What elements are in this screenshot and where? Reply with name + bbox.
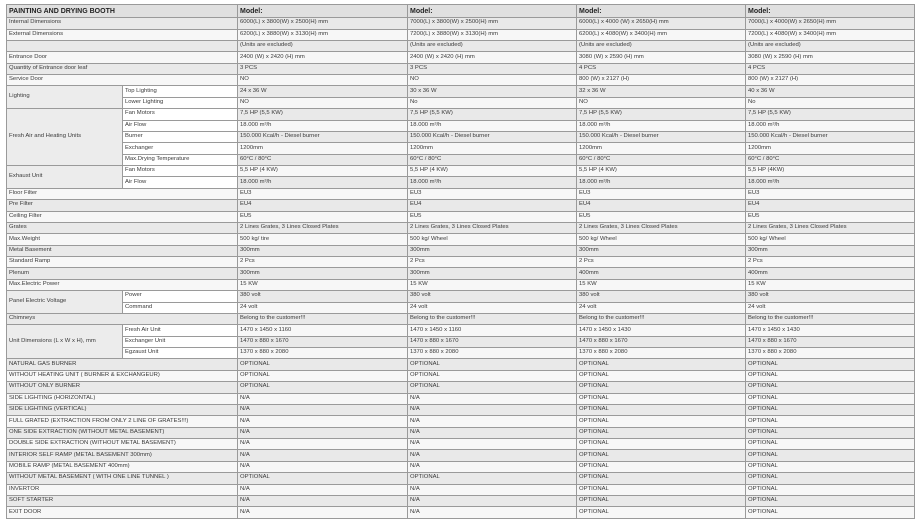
model-value-cell: EU5 bbox=[577, 211, 746, 222]
table-row bbox=[7, 109, 915, 120]
row-label: MOBILE RAMP (METAL BASEMENT 400mm) bbox=[7, 461, 238, 472]
row-sub-label: Fan Motors bbox=[123, 166, 238, 177]
model-value-cell: OPTIONAL bbox=[238, 473, 408, 484]
model-value-cell: 18.000 m³/h bbox=[577, 120, 746, 131]
table-row bbox=[7, 473, 915, 484]
model-value-cell: 5,5 HP (4KW) bbox=[746, 166, 915, 177]
model-value-cell: OPTIONAL bbox=[577, 507, 746, 519]
model-header: Model: bbox=[408, 5, 577, 18]
model-value-cell: 300mm bbox=[238, 268, 408, 279]
model-value-cell: 40 x 36 W bbox=[746, 86, 915, 97]
row-label: Service Door bbox=[7, 75, 238, 86]
model-value-cell: N/A bbox=[238, 404, 408, 415]
table-row bbox=[7, 268, 915, 279]
model-value-cell: 7200(L) x 4080(W) x 3400(H) mm bbox=[746, 29, 915, 40]
row-label: SIDE LIGHTING (HORIZONTAL) bbox=[7, 393, 238, 404]
model-value-cell: EU3 bbox=[238, 188, 408, 199]
row-label: SIDE LIGHTING (VERTICAL) bbox=[7, 404, 238, 415]
table-row bbox=[7, 75, 915, 86]
row-label: DOUBLE SIDE EXTRACTION (WITHOUT METAL BASEMENT) bbox=[7, 439, 238, 450]
model-value-cell: OPTIONAL bbox=[746, 404, 915, 415]
table-row bbox=[7, 359, 915, 370]
spec-table-body bbox=[7, 5, 915, 519]
model-value-cell: 2 Lines Grates, 3 Lines Closed Plates bbox=[577, 222, 746, 233]
model-value-cell: 18.000 m³/h bbox=[238, 177, 408, 188]
model-value-cell: N/A bbox=[408, 439, 577, 450]
row-label: Pre Filter bbox=[7, 200, 238, 211]
model-value-cell: 15 KW bbox=[746, 279, 915, 290]
model-value-cell: 800 (W) x 2127 (H) bbox=[746, 75, 915, 86]
model-value-cell: OPTIONAL bbox=[238, 382, 408, 393]
row-group-label: Lighting bbox=[7, 86, 123, 109]
model-value-cell: 500 kg/ Wheel bbox=[408, 234, 577, 245]
model-value-cell: 7,5 HP (5,5 KW) bbox=[746, 109, 915, 120]
table-row bbox=[7, 18, 915, 29]
model-value-cell: OPTIONAL bbox=[746, 427, 915, 438]
row-label: SOFT STARTER bbox=[7, 495, 238, 506]
row-sub-label: Egzaust Unit bbox=[123, 348, 238, 359]
table-row bbox=[7, 325, 915, 336]
model-value-cell: N/A bbox=[238, 484, 408, 495]
model-value-cell: 18.000 m³/h bbox=[408, 120, 577, 131]
row-label: Max.Weight bbox=[7, 234, 238, 245]
model-header: Model: bbox=[238, 5, 408, 18]
table-row bbox=[7, 177, 915, 188]
model-value-cell: 800 (W) x 2127 (H) bbox=[577, 75, 746, 86]
row-label: INTERIOR SELF RAMP (METAL BASEMENT 300mm) bbox=[7, 450, 238, 461]
model-value-cell: 1470 x 880 x 1670 bbox=[746, 336, 915, 347]
table-row bbox=[7, 40, 915, 51]
model-value-cell: 4 PCS bbox=[746, 63, 915, 74]
model-value-cell: OPTIONAL bbox=[577, 495, 746, 506]
model-value-cell: 1200mm bbox=[577, 143, 746, 154]
model-value-cell: 500 kg/ tire bbox=[238, 234, 408, 245]
model-value-cell: No bbox=[746, 97, 915, 108]
model-value-cell: 15 KW bbox=[577, 279, 746, 290]
model-value-cell: 24 volt bbox=[238, 302, 408, 313]
row-sub-label: Burner bbox=[123, 131, 238, 142]
model-value-cell: OPTIONAL bbox=[238, 370, 408, 381]
model-value-cell: 7000(L) x 4000(W) x 2650(H) mm bbox=[746, 18, 915, 29]
model-value-cell: 1200mm bbox=[746, 143, 915, 154]
model-value-cell: 2 Pcs bbox=[238, 257, 408, 268]
row-label: INVERTOR bbox=[7, 484, 238, 495]
model-value-cell: 5,5 HP (4 KW) bbox=[577, 166, 746, 177]
model-value-cell: OPTIONAL bbox=[408, 382, 577, 393]
model-value-cell: NO bbox=[238, 97, 408, 108]
table-row bbox=[7, 291, 915, 302]
table-row bbox=[7, 461, 915, 472]
model-value-cell: 1470 x 1450 x 1160 bbox=[238, 325, 408, 336]
model-value-cell: 1370 x 880 x 2080 bbox=[238, 348, 408, 359]
model-value-cell: 2 Lines Grates, 3 Lines Closed Plates bbox=[408, 222, 577, 233]
model-value-cell: 24 x 36 W bbox=[238, 86, 408, 97]
model-value-cell: EU5 bbox=[238, 211, 408, 222]
model-value-cell: 400mm bbox=[746, 268, 915, 279]
model-value-cell: 7,5 HP (5,5 KW) bbox=[238, 109, 408, 120]
row-sub-label: Top Lighting bbox=[123, 86, 238, 97]
row-label: Chimneys bbox=[7, 313, 238, 324]
model-value-cell: Belong to the customer!!! bbox=[746, 313, 915, 324]
model-value-cell: N/A bbox=[408, 404, 577, 415]
table-row bbox=[7, 348, 915, 359]
model-value-cell: (Units are excluded) bbox=[577, 40, 746, 51]
table-row bbox=[7, 484, 915, 495]
model-value-cell: (Units are excluded) bbox=[238, 40, 408, 51]
model-value-cell: 2 Pcs bbox=[746, 257, 915, 268]
model-value-cell: No bbox=[408, 97, 577, 108]
table-row bbox=[7, 370, 915, 381]
row-label: External Dimensions bbox=[7, 29, 238, 40]
model-value-cell: 6200(L) x 4080(W) x 3400(H) mm bbox=[577, 29, 746, 40]
model-value-cell: 500 kg/ Wheel bbox=[746, 234, 915, 245]
model-value-cell: OPTIONAL bbox=[577, 427, 746, 438]
model-value-cell: 18.000 m³/h bbox=[577, 177, 746, 188]
model-value-cell: 1200mm bbox=[408, 143, 577, 154]
model-value-cell: Belong to the customer!!! bbox=[408, 313, 577, 324]
model-value-cell: 150.000 Kcal/h - Diesel burner bbox=[238, 131, 408, 142]
row-sub-label: Max.Drying Temperature bbox=[123, 154, 238, 165]
table-row bbox=[7, 131, 915, 142]
model-value-cell: 150.000 Kcal/h - Diesel burner bbox=[746, 131, 915, 142]
model-value-cell: 380 volt bbox=[577, 291, 746, 302]
row-label: Standard Ramp bbox=[7, 257, 238, 268]
row-label: Max.Electric Power bbox=[7, 279, 238, 290]
model-value-cell: 2 Pcs bbox=[408, 257, 577, 268]
table-row bbox=[7, 313, 915, 324]
model-value-cell: 1370 x 880 x 2080 bbox=[408, 348, 577, 359]
table-row bbox=[7, 336, 915, 347]
table-row bbox=[7, 86, 915, 97]
row-sub-label: Fan Motors bbox=[123, 109, 238, 120]
row-label: FULL GRATED (EXTRACTION FROM ONLY 2 LINE OF GRATES!!!) bbox=[7, 416, 238, 427]
model-value-cell: 18.000 m³/h bbox=[408, 177, 577, 188]
table-row bbox=[7, 245, 915, 256]
model-value-cell: 500 kg/ Wheel bbox=[577, 234, 746, 245]
row-group-label: Fresh Air and Heating Units bbox=[7, 109, 123, 166]
model-value-cell: 2 Pcs bbox=[577, 257, 746, 268]
model-value-cell: 1470 x 880 x 1670 bbox=[238, 336, 408, 347]
row-label: Internal Dimensions bbox=[7, 18, 238, 29]
model-value-cell: 1470 x 880 x 1670 bbox=[408, 336, 577, 347]
model-value-cell: 24 volt bbox=[746, 302, 915, 313]
model-value-cell: OPTIONAL bbox=[577, 461, 746, 472]
row-label: Ceiling Filter bbox=[7, 211, 238, 222]
table-row bbox=[7, 279, 915, 290]
model-value-cell: EU3 bbox=[577, 188, 746, 199]
table-row bbox=[7, 234, 915, 245]
table-title: PAINTING AND DRYING BOOTH bbox=[7, 5, 238, 18]
model-value-cell: NO bbox=[408, 75, 577, 86]
model-value-cell: 15 KW bbox=[408, 279, 577, 290]
row-label: Floor Filter bbox=[7, 188, 238, 199]
model-value-cell: OPTIONAL bbox=[238, 359, 408, 370]
model-value-cell: OPTIONAL bbox=[746, 473, 915, 484]
row-label bbox=[7, 40, 238, 51]
table-row bbox=[7, 393, 915, 404]
model-value-cell: 5,5 HP (4 KW) bbox=[238, 166, 408, 177]
model-value-cell: EU4 bbox=[408, 200, 577, 211]
model-value-cell: 5,5 HP (4 KW) bbox=[408, 166, 577, 177]
row-label: Grates bbox=[7, 222, 238, 233]
table-row bbox=[7, 166, 915, 177]
model-value-cell: 150.000 Kcal/h - Diesel burner bbox=[577, 131, 746, 142]
model-value-cell: NO bbox=[577, 97, 746, 108]
model-value-cell: N/A bbox=[408, 416, 577, 427]
table-row bbox=[7, 97, 915, 108]
table-row bbox=[7, 211, 915, 222]
model-value-cell: OPTIONAL bbox=[746, 461, 915, 472]
model-value-cell: 1370 x 880 x 2080 bbox=[577, 348, 746, 359]
table-row bbox=[7, 450, 915, 461]
row-label: WITHOUT ONLY BURNER bbox=[7, 382, 238, 393]
row-group-label: Unit Dimensions (L x W x H), mm bbox=[7, 325, 123, 359]
model-value-cell: Belong to the customer!!! bbox=[577, 313, 746, 324]
model-value-cell: N/A bbox=[238, 393, 408, 404]
model-value-cell: 3080 (W) x 2590 (H) mm bbox=[746, 52, 915, 63]
row-label: Quantity of Entrance door leaf bbox=[7, 63, 238, 74]
model-value-cell: 300mm bbox=[577, 245, 746, 256]
model-value-cell: 1370 x 880 x 2080 bbox=[746, 348, 915, 359]
model-value-cell: OPTIONAL bbox=[577, 393, 746, 404]
model-value-cell: Belong to the customer!!! bbox=[238, 313, 408, 324]
row-label: NATURAL GAS BURNER bbox=[7, 359, 238, 370]
model-header: Model: bbox=[746, 5, 915, 18]
model-value-cell: OPTIONAL bbox=[577, 359, 746, 370]
model-value-cell: N/A bbox=[238, 507, 408, 519]
model-value-cell: 2400 (W) x 2420 (H) mm bbox=[238, 52, 408, 63]
model-value-cell: OPTIONAL bbox=[746, 382, 915, 393]
table-row bbox=[7, 52, 915, 63]
model-value-cell: 18.000 m³/h bbox=[238, 120, 408, 131]
model-value-cell: OPTIONAL bbox=[577, 473, 746, 484]
table-row bbox=[7, 404, 915, 415]
model-value-cell: 1470 x 1450 x 1160 bbox=[408, 325, 577, 336]
model-value-cell: OPTIONAL bbox=[408, 370, 577, 381]
model-value-cell: N/A bbox=[408, 450, 577, 461]
table-row bbox=[7, 222, 915, 233]
spec-table bbox=[6, 4, 915, 519]
model-value-cell: 7,5 HP (5,5 KW) bbox=[408, 109, 577, 120]
model-value-cell: OPTIONAL bbox=[746, 439, 915, 450]
model-value-cell: OPTIONAL bbox=[746, 359, 915, 370]
row-label: Entrance Door bbox=[7, 52, 238, 63]
model-value-cell: 150.000 Kcal/h - Diesel burner bbox=[408, 131, 577, 142]
row-sub-label: Fresh Air Unit bbox=[123, 325, 238, 336]
row-label: WITHOUT HEATING UNIT ( BURNER & EXCHANGEUR) bbox=[7, 370, 238, 381]
model-value-cell: OPTIONAL bbox=[408, 359, 577, 370]
table-row bbox=[7, 507, 915, 519]
model-value-cell: N/A bbox=[408, 495, 577, 506]
model-value-cell: OPTIONAL bbox=[577, 450, 746, 461]
model-value-cell: NO bbox=[238, 75, 408, 86]
model-value-cell: OPTIONAL bbox=[746, 495, 915, 506]
model-value-cell: 1470 x 880 x 1670 bbox=[577, 336, 746, 347]
model-value-cell: OPTIONAL bbox=[746, 393, 915, 404]
table-row bbox=[7, 188, 915, 199]
model-value-cell: 2 Lines Grates, 3 Lines Closed Plates bbox=[746, 222, 915, 233]
model-value-cell: 7200(L) x 3880(W) x 3130(H) mm bbox=[408, 29, 577, 40]
model-value-cell: 300mm bbox=[746, 245, 915, 256]
table-row bbox=[7, 29, 915, 40]
model-value-cell: 3 PCS bbox=[238, 63, 408, 74]
model-value-cell: 2 Lines Grates, 3 Lines Closed Plates bbox=[238, 222, 408, 233]
model-value-cell: 7000(L) x 3800(W) x 2500(H) mm bbox=[408, 18, 577, 29]
header-row bbox=[7, 5, 915, 18]
model-value-cell: OPTIONAL bbox=[577, 484, 746, 495]
model-value-cell: N/A bbox=[238, 439, 408, 450]
model-value-cell: 60°C / 80°C bbox=[238, 154, 408, 165]
table-row bbox=[7, 143, 915, 154]
row-sub-label: Air Flow bbox=[123, 177, 238, 188]
model-value-cell: 6200(L) x 3880(W) x 3130(H) mm bbox=[238, 29, 408, 40]
model-value-cell: EU3 bbox=[746, 188, 915, 199]
model-value-cell: 300mm bbox=[238, 245, 408, 256]
model-value-cell: N/A bbox=[238, 495, 408, 506]
model-value-cell: N/A bbox=[408, 507, 577, 519]
model-value-cell: 300mm bbox=[408, 245, 577, 256]
model-value-cell: OPTIONAL bbox=[746, 416, 915, 427]
model-value-cell: OPTIONAL bbox=[746, 484, 915, 495]
model-value-cell: N/A bbox=[408, 484, 577, 495]
model-value-cell: 60°C / 80°C bbox=[746, 154, 915, 165]
model-value-cell: EU5 bbox=[408, 211, 577, 222]
model-value-cell: 400mm bbox=[577, 268, 746, 279]
model-value-cell: 32 x 36 W bbox=[577, 86, 746, 97]
table-row bbox=[7, 257, 915, 268]
row-sub-label: Power bbox=[123, 291, 238, 302]
model-value-cell: OPTIONAL bbox=[577, 416, 746, 427]
table-row bbox=[7, 495, 915, 506]
model-value-cell: 7,5 HP (5,5 KW) bbox=[577, 109, 746, 120]
model-value-cell: 1200mm bbox=[238, 143, 408, 154]
model-value-cell: N/A bbox=[238, 416, 408, 427]
row-sub-label: Exchanger Unit bbox=[123, 336, 238, 347]
table-row bbox=[7, 439, 915, 450]
row-label: Plenum bbox=[7, 268, 238, 279]
model-value-cell: OPTIONAL bbox=[577, 370, 746, 381]
table-row bbox=[7, 63, 915, 74]
model-value-cell: 18.000 m³/h bbox=[746, 177, 915, 188]
row-label: ONE SIDE EXTRACTION (WITHOUT METAL BASEMENT) bbox=[7, 427, 238, 438]
model-value-cell: EU3 bbox=[408, 188, 577, 199]
table-row bbox=[7, 427, 915, 438]
model-value-cell: OPTIONAL bbox=[746, 507, 915, 519]
table-row bbox=[7, 416, 915, 427]
model-value-cell: 3 PCS bbox=[408, 63, 577, 74]
model-value-cell: N/A bbox=[408, 427, 577, 438]
model-value-cell: 4 PCS bbox=[577, 63, 746, 74]
row-sub-label: Air Flow bbox=[123, 120, 238, 131]
model-value-cell: 1470 x 1450 x 1430 bbox=[746, 325, 915, 336]
model-value-cell: N/A bbox=[408, 461, 577, 472]
model-value-cell: 15 KW bbox=[238, 279, 408, 290]
model-value-cell: 380 volt bbox=[238, 291, 408, 302]
model-value-cell: OPTIONAL bbox=[577, 382, 746, 393]
row-label: WITHOUT METAL BASEMENT ( WITH ONE LINE TUNNEL ) bbox=[7, 473, 238, 484]
table-row bbox=[7, 200, 915, 211]
row-label: EXIT DOOR bbox=[7, 507, 238, 519]
model-value-cell: 380 volt bbox=[408, 291, 577, 302]
table-row bbox=[7, 302, 915, 313]
model-value-cell: 3080 (W) x 2590 (H) mm bbox=[577, 52, 746, 63]
model-value-cell: OPTIONAL bbox=[577, 404, 746, 415]
row-sub-label: Command bbox=[123, 302, 238, 313]
table-row bbox=[7, 120, 915, 131]
model-value-cell: 24 volt bbox=[408, 302, 577, 313]
row-group-label: Exhaust Unit bbox=[7, 166, 123, 189]
row-group-label: Panel Electric Voltage bbox=[7, 291, 123, 314]
model-value-cell: OPTIONAL bbox=[746, 370, 915, 381]
model-value-cell: 24 volt bbox=[577, 302, 746, 313]
table-row bbox=[7, 382, 915, 393]
table-row bbox=[7, 154, 915, 165]
model-header: Model: bbox=[577, 5, 746, 18]
row-label: Metal Basement bbox=[7, 245, 238, 256]
model-value-cell: 18.000 m³/h bbox=[746, 120, 915, 131]
model-value-cell: OPTIONAL bbox=[408, 473, 577, 484]
model-value-cell: 30 x 36 W bbox=[408, 86, 577, 97]
model-value-cell: 2400 (W) x 2420 (H) mm bbox=[408, 52, 577, 63]
model-value-cell: 6000(L) x 4000 (W) x 2650(H) mm bbox=[577, 18, 746, 29]
model-value-cell: EU4 bbox=[238, 200, 408, 211]
model-value-cell: EU4 bbox=[577, 200, 746, 211]
model-value-cell: (Units are excluded) bbox=[746, 40, 915, 51]
model-value-cell: 60°C / 80°C bbox=[408, 154, 577, 165]
row-sub-label: Exchanger bbox=[123, 143, 238, 154]
model-value-cell: 380 volt bbox=[746, 291, 915, 302]
model-value-cell: OPTIONAL bbox=[746, 450, 915, 461]
model-value-cell: N/A bbox=[238, 461, 408, 472]
model-value-cell: EU5 bbox=[746, 211, 915, 222]
model-value-cell: EU4 bbox=[746, 200, 915, 211]
model-value-cell: N/A bbox=[238, 450, 408, 461]
model-value-cell: 1470 x 1450 x 1430 bbox=[577, 325, 746, 336]
model-value-cell: 300mm bbox=[408, 268, 577, 279]
model-value-cell: 6000(L) x 3800(W) x 2500(H) mm bbox=[238, 18, 408, 29]
model-value-cell: OPTIONAL bbox=[577, 439, 746, 450]
model-value-cell: (Units are excluded) bbox=[408, 40, 577, 51]
model-value-cell: N/A bbox=[408, 393, 577, 404]
row-sub-label: Lower Lighting bbox=[123, 97, 238, 108]
model-value-cell: 60°C / 80°C bbox=[577, 154, 746, 165]
model-value-cell: N/A bbox=[238, 427, 408, 438]
